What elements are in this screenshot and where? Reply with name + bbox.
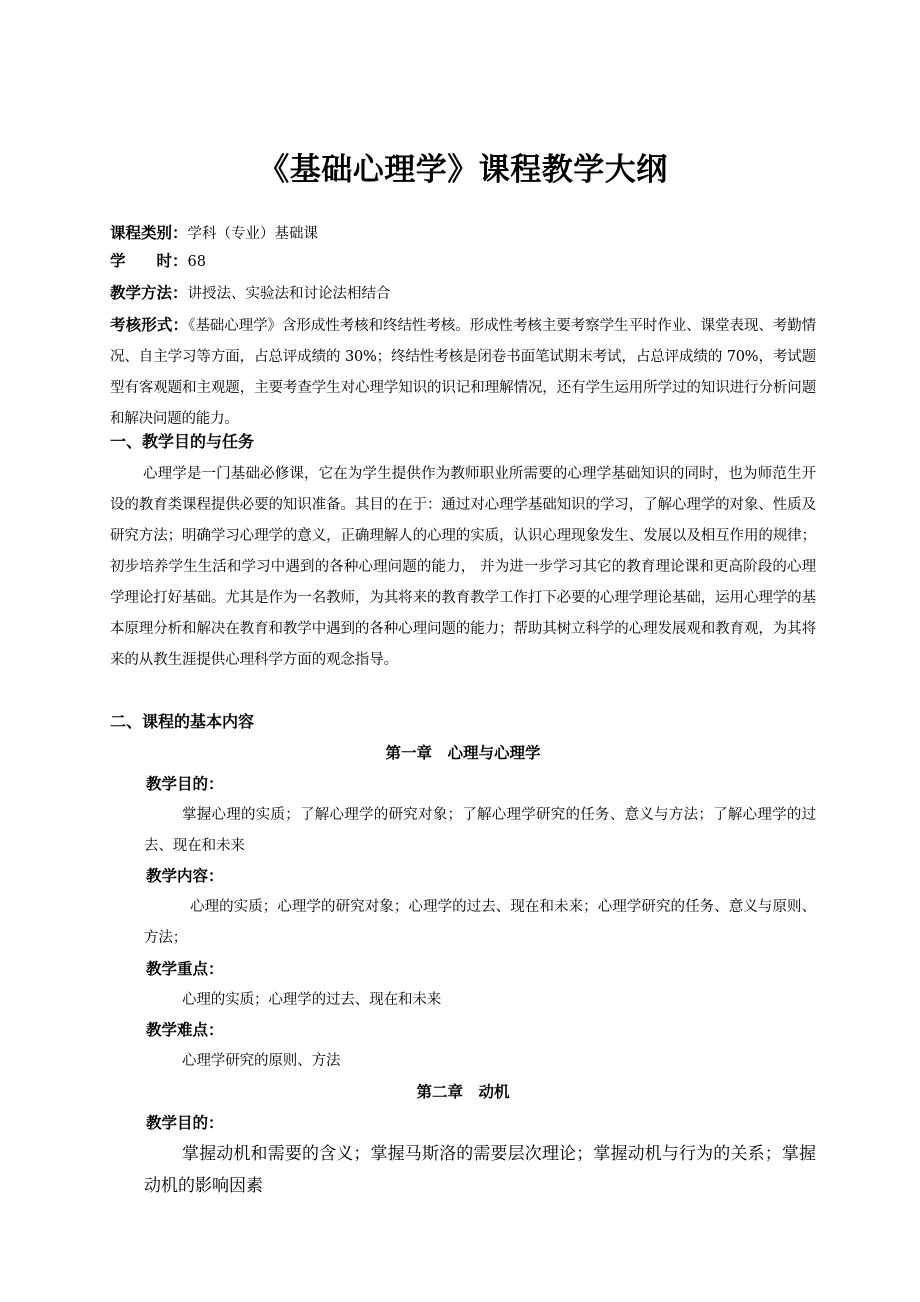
chapter-1-key: 心理的实质；心理学的过去、现在和未来	[182, 992, 442, 1008]
chapter-2-title: 第二章 动机	[416, 1083, 510, 1101]
section-2-heading: 二、课程的基本内容	[110, 712, 255, 731]
assessment-row	[110, 310, 816, 435]
chapter-1-difficulty: 心理学研究的原则、方法	[182, 1053, 341, 1069]
chapter-1-objective: 掌握心理的实质；了解心理学的研究对象；了解心理学研究的任务、意义与方法；了解心理学的过去、现在和未来	[144, 807, 816, 854]
chapter-1-difficulty-label: 教学难点：	[146, 1021, 224, 1039]
hours-value: 68	[187, 254, 206, 270]
hours-label: 学 时：	[110, 252, 188, 270]
chapter-1-content: 心理的实质；心理学的研究对象；心理学的过去、现在和未来；心理学研究的任务、意义与原则、方法；	[144, 899, 816, 946]
chapter-1-title: 第一章 心理与心理学	[385, 744, 541, 762]
course-type-row	[110, 218, 816, 250]
course-type-value: 学科（专业）基础课	[187, 226, 319, 242]
course-meta	[110, 218, 816, 435]
chapter-1-content-label: 教学内容：	[146, 867, 224, 885]
course-type-label: 课程类别：	[110, 224, 188, 242]
chapter-1-objective-label: 教学目的：	[146, 775, 224, 793]
assessment-value: 《基础心理学》含形成性考核和终结性考核。形成性考核主要考察学生平时作业、课堂表现、考勤情况、自主学习等方面，占总评成绩的 30%；终结性考核是闭卷书面笔试期末考试，占总评成绩的 70%，考试题型有客观题和主观题，主要考查学生对心理学知识的识记和理解情况，还有学生运用所学过的知识进行分析问题和解决问题的能力。	[110, 318, 816, 427]
section-1-body: 心理学是一门基础必修课，它在为学生提供作为教师职业所需要的心理学基础知识的同时，也为师范生开设的教育类课程提供必要的知识准备。其目的在于：通过对心理学基础知识的学习，了解心理学的对象、性质及研究方法；明确学习心理学的意义，正确理解人的心理的实质，认识心理现象发生、发展以及相互作用的规律；初步培养学生生活和学习中遇到的各种心理问题的能力， 并为进一步学习其它的教育理论课和更高阶段的心理学理论打好基础。尤其是作为一名教师，为其将来的教育教学工作打下必要的心理学理论基础，运用心理学的基本原理分析和解决在教育和教学中遇到的各种心理问题的能力；帮助其树立科学的心理发展观和教育观，为其将来的从教生涯提供心理科学方面的观念指导。	[110, 466, 816, 668]
chapter-2-objective-label: 教学目的：	[146, 1114, 224, 1132]
method-label: 教学方法：	[110, 284, 188, 302]
hours-row	[110, 250, 816, 273]
method-value: 讲授法、实验法和讨论法相结合	[187, 286, 391, 302]
document-title: 《基础心理学》课程教学大纲	[258, 152, 668, 188]
assessment-label: 考核形式：	[110, 316, 189, 334]
method-row	[110, 278, 816, 310]
section-1-heading: 一、教学目的与任务	[110, 432, 255, 451]
chapter-2-objective: 掌握动机和需要的含义；掌握马斯洛的需要层次理论；掌握动机与行为的关系；掌握动机的影响因素	[144, 1144, 816, 1196]
chapter-1-key-label: 教学重点：	[146, 960, 224, 978]
